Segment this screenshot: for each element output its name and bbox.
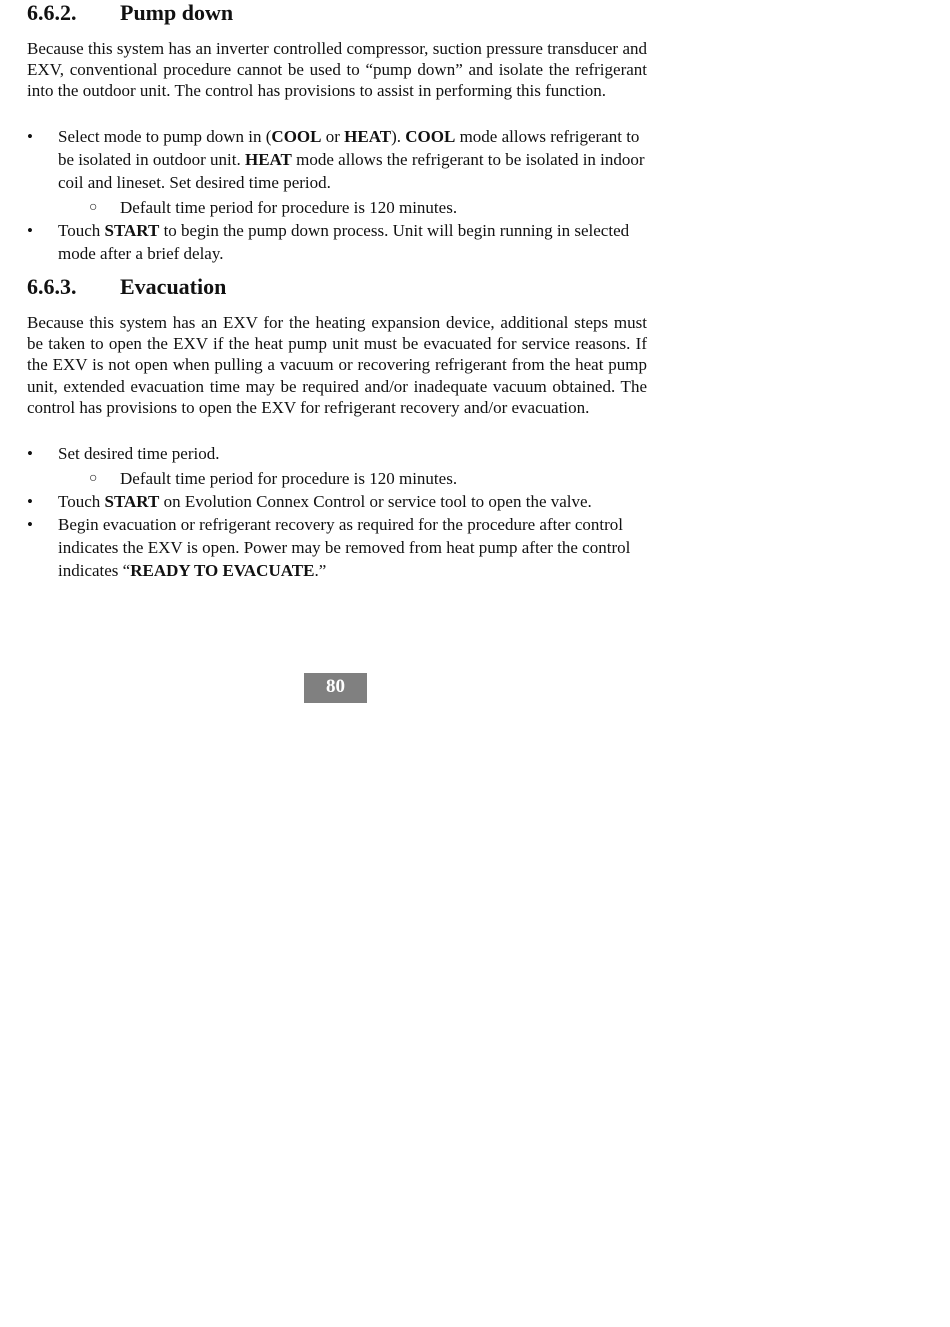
bullet-icon: • xyxy=(27,127,33,146)
ready-to-evacuate-keyword: READY TO EVACUATE xyxy=(130,561,315,580)
sub-list-item: ○ Default time period for procedure is 120 minutes. xyxy=(89,198,458,217)
list-item: • Select mode to pump down in (COOL or HEAT). COOL mode allows refrigerant to be isolated in outdoor unit. HEAT mode allows the refrigerant to be isolated in indoor coil and lineset. Set desired time period. ○ Default time period for procedure is 120 minutes. xyxy=(27,125,647,219)
section-heading-pump-down xyxy=(27,0,233,26)
sub-list-item: ○ Default time period for procedure is 120 minutes. xyxy=(89,469,458,488)
section-heading-evacuation xyxy=(27,274,226,300)
start-keyword: START xyxy=(104,221,160,240)
mode-heat: HEAT xyxy=(244,150,292,169)
mode-heat: HEAT xyxy=(344,127,392,146)
circle-bullet-icon: ○ xyxy=(89,471,98,486)
sub-list xyxy=(58,196,647,219)
bullet-icon: • xyxy=(27,492,33,511)
mode-cool: COOL xyxy=(271,127,322,146)
pump-down-bullet-list xyxy=(27,125,647,265)
bullet-icon: • xyxy=(27,444,33,463)
sub-list xyxy=(58,467,647,490)
evacuation-intro-paragraph: Because this system has an EXV for the heating expansion device, additional steps must be taken to open the EXV if the heat pump unit must be evacuated for service reasons. If the EXV is not open when pulling a vacuum or recovering refrigerant from the heat pump unit, extended evacuation time may be required and/or inadequate vacuum obtained. The control has provisions to open the EXV for refrigerant recovery and/or evacuation. xyxy=(27,313,647,417)
section-title: Pump down xyxy=(120,0,234,25)
list-item: • Set desired time period. ○ Default time period for procedure is 120 minutes. xyxy=(27,442,647,490)
mode-cool: COOL xyxy=(405,127,456,146)
list-item: • Touch START to begin the pump down process. Unit will begin running in selected mode after a brief delay. xyxy=(27,221,630,263)
evacuation-bullet-list xyxy=(27,442,647,582)
pump-down-intro-paragraph: Because this system has an inverter controlled compressor, suction pressure transducer and EXV, conventional procedure cannot be used to “pump down” and isolate the refrigerant into the outdoor unit. The control has provisions to assist in performing this function. xyxy=(27,39,647,101)
page-number: 80 xyxy=(304,673,367,703)
list-item: • Begin evacuation or refrigerant recovery as required for the procedure after control indicates the EXV is open. Power may be removed from heat pump after the control indicates “READY TO EVACUATE.” xyxy=(27,515,631,580)
list-item: • Touch START on Evolution Connex Control or service tool to open the valve. xyxy=(27,492,592,511)
bullet-icon: • xyxy=(27,221,33,240)
bullet-icon: • xyxy=(27,515,33,534)
section-number: 6.6.3. xyxy=(27,274,77,299)
circle-bullet-icon: ○ xyxy=(89,200,98,215)
section-title: Evacuation xyxy=(120,274,227,299)
start-keyword: START xyxy=(104,492,160,511)
section-number: 6.6.2. xyxy=(27,0,77,25)
